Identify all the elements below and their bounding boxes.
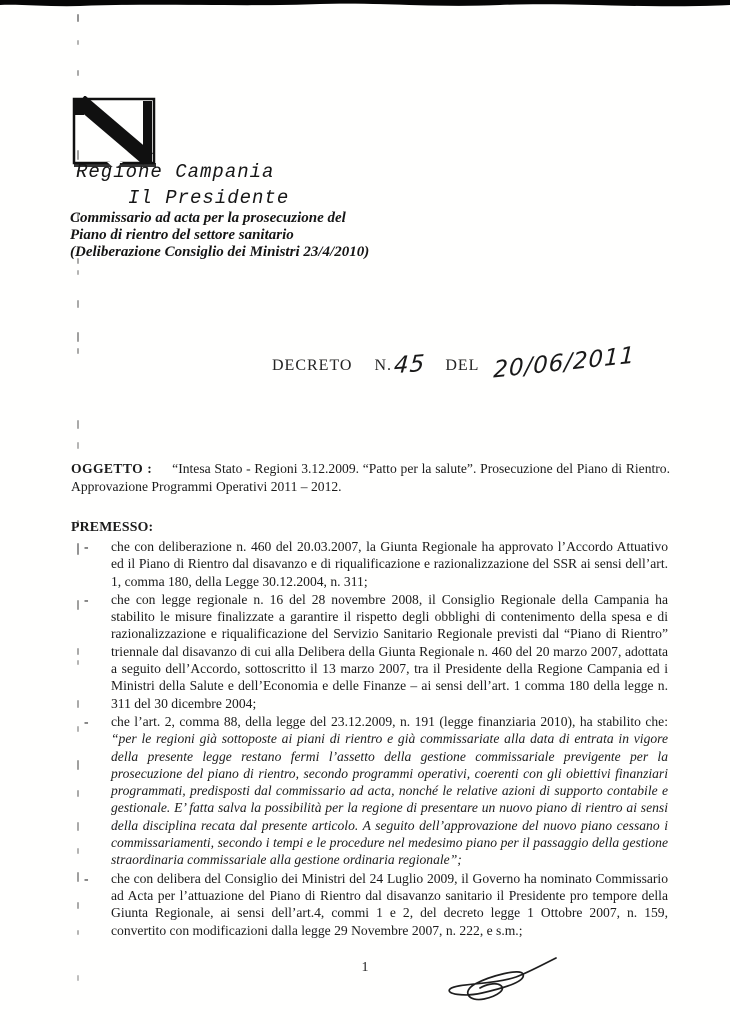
premesso-item-text: che l’art. 2, comma 88, della legge del 23.12.2009, n. 191 (legge finanziaria 2010), ha stabilito che: “per le regioni già sottoposte ai piani di rientro e già commissariate alla data di entrata in vigore della presente legge restano fermi l’assetto della gestione commissariale previgente per la prosecuzione del piano di rientro, secondo programmi operativi, coerenti con gli obiettivi finanziari programmati, predisposti dal commissario ad acta, nonché le relative azioni di supporto contabile e gestionale. E’ fatta salva la possibilità per la regione di presentare un nuovo piano di rientro ai sensi della disciplina recata dal presente articolo. A seguito dell’approvazione del nuovo piano cessano i commissariamenti, secondo i tempi e le procedure nel medesimo piano per il passaggio della gestione straordinaria commissariale alla gestione ordinaria regionale”; xyxy=(111,713,668,868)
org-name: Regione Campania xyxy=(76,161,275,183)
bullet-dash: - xyxy=(84,539,89,554)
page-number: 1 xyxy=(361,960,369,975)
scan-artifact-dash xyxy=(77,300,79,308)
premesso-list xyxy=(84,538,668,940)
subject-paragraph xyxy=(71,460,670,496)
scan-artifact-dash xyxy=(77,726,79,732)
decree-number-handwritten: 45 xyxy=(393,350,427,380)
decree-word: DECRETO xyxy=(272,357,353,374)
scan-artifact-dash xyxy=(77,332,79,342)
decree-date-handwritten: 20/06/2011 xyxy=(493,342,637,384)
premesso-label: PREMESSO: xyxy=(71,519,154,534)
scan-artifact-dash xyxy=(77,70,79,76)
scan-artifact-dash xyxy=(77,700,79,708)
signature-paraph-icon xyxy=(430,942,558,1006)
bullet-dash: - xyxy=(84,713,89,729)
scan-artifact-dash xyxy=(77,40,79,45)
scan-artifact-dash xyxy=(77,760,79,770)
premesso-item xyxy=(84,713,668,869)
decree-title-line xyxy=(272,342,637,384)
scan-artifact-dash xyxy=(77,902,79,909)
subject-label: OGGETTO : xyxy=(71,460,153,476)
scan-artifact-dash xyxy=(77,790,79,797)
decree-del-label: DEL xyxy=(445,357,480,374)
president-title: Il Presidente xyxy=(128,187,290,209)
premesso-item-text: che con deliberazione n. 460 del 20.03.2007, la Giunta Regionale ha approvato l’Accordo Attuativo ed il Piano di Rientro dal disavanzo e di riqualificazione e razionalizzazione del SSR ai sensi dell’art. 1, comma 180, della Legge 30.12.2004, n. 311; xyxy=(111,539,668,589)
scan-artifact-dash xyxy=(77,420,79,429)
commissioner-line-3: (Deliberazione Consiglio dei Ministri 23/4/2010) xyxy=(70,244,370,261)
scan-artifact-dash xyxy=(77,648,79,655)
scan-artifact-dash xyxy=(77,930,79,935)
premesso-item xyxy=(84,538,668,590)
scan-artifact-dash xyxy=(77,442,79,449)
regione-campania-logo-icon xyxy=(71,96,159,170)
commissioner-line-2: Piano di rientro del settore sanitario xyxy=(70,227,294,244)
scan-edge-artifact xyxy=(0,0,730,10)
scan-artifact-dash xyxy=(77,543,79,555)
scan-artifact-dash xyxy=(77,600,79,610)
subject-text: “Intesa Stato - Regioni 3.12.2009. “Patto per la salute”. Prosecuzione del Piano di Rientro. Approvazione Programmi Operativi 2011 – 2012. xyxy=(71,460,670,494)
premesso-item xyxy=(84,870,668,939)
premesso-item xyxy=(84,591,668,712)
premesso-item-text: che con legge regionale n. 16 del 28 novembre 2008, il Consiglio Regionale della Campania ha stabilito le misure finalizzate a garantire il rispetto degli obblighi di contenimento della spesa e di razionalizzazione e riqualificazione del Servizio Sanitario Regionale previsti dal “Piano di Rientro” triennale dal disavanzo di cui alla Delibera della Giunta Regionale n. 460 del 20 marzo 2007, adottata a seguito dell’Accordo, sottoscritto il 13 marzo 2007, tra il Presidente della Regione Campania ed i Ministri della Salute e dell’Economia e delle Finanze – ai sensi dell’art. 1 comma 180 della legge n. 311 del 30 dicembre 2004; xyxy=(111,591,668,711)
scan-artifact-dash xyxy=(77,848,79,854)
bullet-dash: - xyxy=(84,870,89,886)
scan-artifact-dash xyxy=(77,872,79,882)
premesso-item-text: che con delibera del Consiglio dei Ministri del 24 Luglio 2009, il Governo ha nominato Commissario ad Acta per l’attuazione del Piano di Rientro dal disavanzo sanitario il Presidente pro tempore della Giunta Regionale, ai sensi dell’art.4, commi 1 e 2, del decreto legge 1 Ottobre 2007, n. 159, convertito con modificazioni dalla legge 29 Novembre 2007, n. 222, e s.m.; xyxy=(111,870,668,938)
scan-artifact-dash xyxy=(77,660,79,665)
scan-artifact-dash xyxy=(77,822,79,831)
commissioner-line-1: Commissario ad acta per la prosecuzione del xyxy=(70,210,346,226)
scan-artifact-dash xyxy=(77,270,79,275)
scan-artifact-dash xyxy=(77,14,79,22)
decree-number-label: N. xyxy=(374,357,393,374)
scan-artifact-dash xyxy=(77,348,79,354)
bullet-dash: - xyxy=(84,591,89,607)
commissioner-subtitle xyxy=(70,210,410,262)
